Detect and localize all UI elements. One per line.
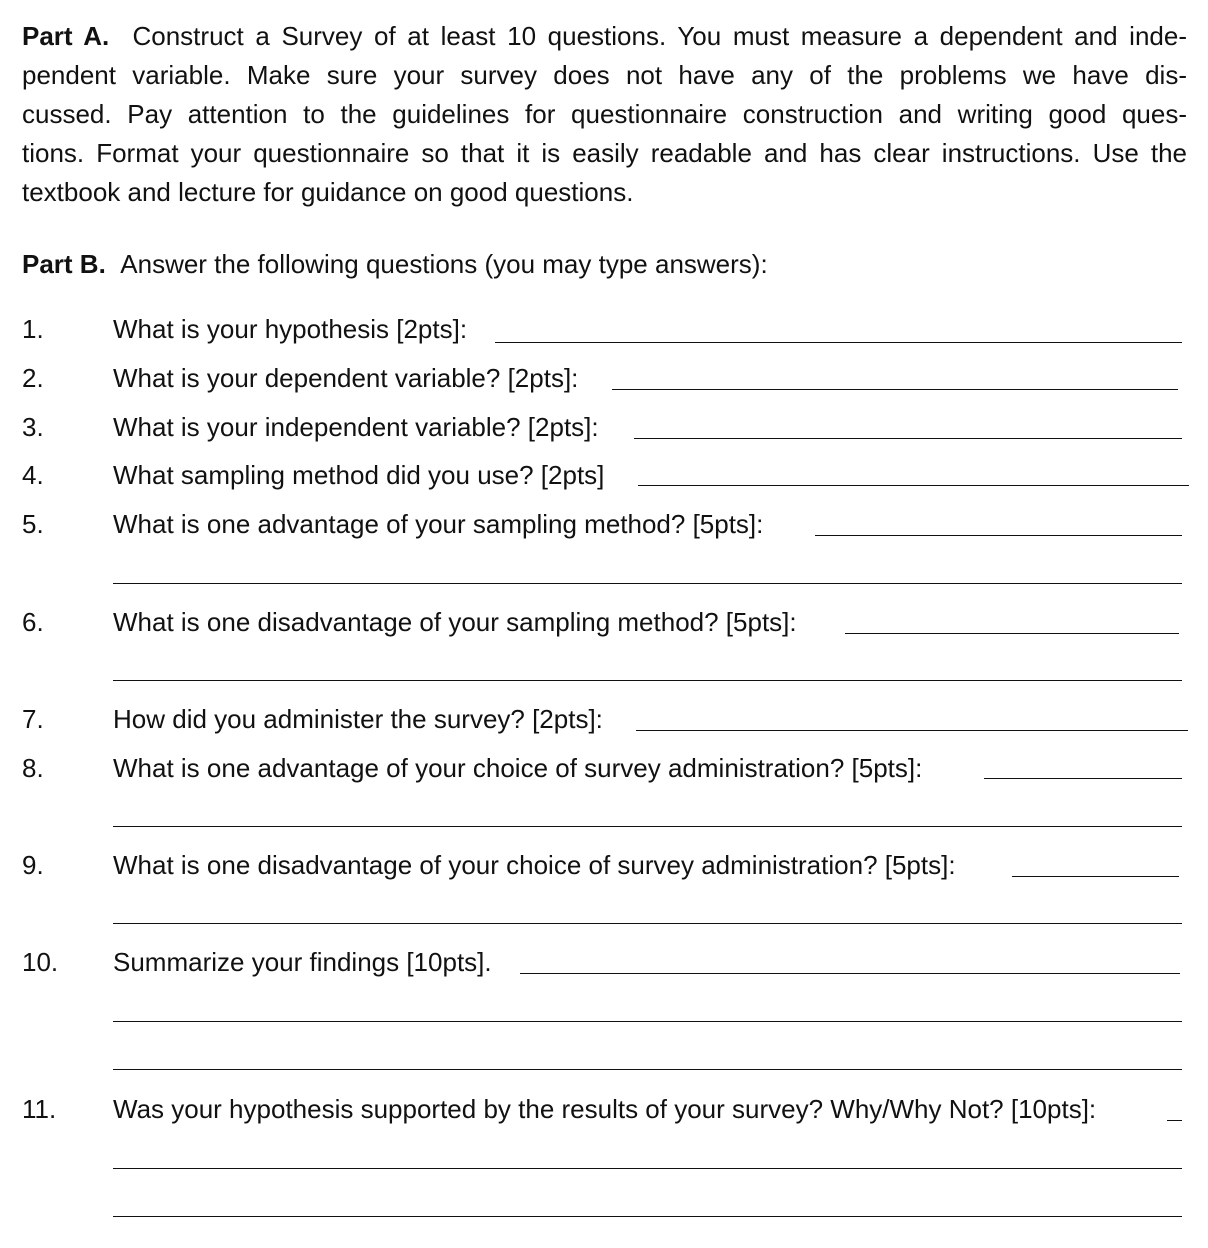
question-text: What is one disadvantage of your choice of survey administration? [5pts]: bbox=[113, 850, 956, 880]
answer-line-5b[interactable] bbox=[113, 583, 1182, 584]
question-text: What is your independent variable? [2pts]: bbox=[113, 412, 599, 442]
question-text: What is one disadvantage of your sampling method? [5pts]: bbox=[113, 607, 797, 637]
answer-line-5a[interactable] bbox=[815, 535, 1182, 536]
question-text: Was your hypothesis supported by the results of your survey? Why/Why Not? [10pts]: bbox=[113, 1094, 1097, 1124]
answer-line-11b[interactable] bbox=[113, 1168, 1182, 1169]
answer-line-3[interactable] bbox=[634, 438, 1182, 439]
question-number: 11. bbox=[22, 1094, 57, 1124]
question-text: What is your hypothesis [2pts]: bbox=[113, 314, 468, 344]
answer-line-9b[interactable] bbox=[113, 923, 1182, 924]
answer-line-11c[interactable] bbox=[113, 1216, 1182, 1217]
question-number: 7. bbox=[22, 704, 44, 734]
question-4 bbox=[0, 456, 1208, 495]
part-a-line-3: cussed. Pay attention to the guidelines for questionnaire construction and writing good ques- bbox=[22, 99, 1187, 129]
part-a-line-2: pendent variable. Make sure your survey does not have any of the problems we have dis- bbox=[22, 60, 1187, 90]
part-b-label: Part B. bbox=[22, 249, 106, 279]
question-number: 4. bbox=[22, 460, 44, 490]
answer-line-7[interactable] bbox=[636, 730, 1188, 731]
part-a-line-5: textbook and lecture for guidance on good questions. bbox=[22, 177, 634, 207]
question-number: 10. bbox=[22, 947, 59, 977]
question-number: 3. bbox=[22, 412, 44, 442]
question-8 bbox=[0, 749, 1208, 788]
question-number: 9. bbox=[22, 850, 44, 880]
answer-line-11a[interactable] bbox=[1167, 1120, 1182, 1121]
part-b-heading bbox=[22, 245, 768, 284]
question-9 bbox=[0, 846, 1208, 885]
answer-line-6b[interactable] bbox=[113, 680, 1182, 681]
question-text: What is your dependent variable? [2pts]: bbox=[113, 363, 579, 393]
part-b-instruction: Answer the following questions (you may type answers): bbox=[120, 249, 768, 279]
part-a-label: Part A. bbox=[22, 21, 110, 51]
question-6 bbox=[0, 603, 1208, 642]
answer-line-8b[interactable] bbox=[113, 826, 1182, 827]
question-number: 8. bbox=[22, 753, 44, 783]
question-number: 2. bbox=[22, 363, 44, 393]
answer-line-10c[interactable] bbox=[113, 1069, 1182, 1070]
question-text: What is one advantage of your choice of survey administration? [5pts]: bbox=[113, 753, 923, 783]
part-a-text-1: Construct a Survey of at least 10 questions. You must measure a dependent and inde- bbox=[132, 21, 1187, 51]
answer-line-9a[interactable] bbox=[1012, 876, 1179, 877]
answer-line-4[interactable] bbox=[638, 485, 1189, 486]
question-11 bbox=[0, 1090, 1208, 1129]
question-5 bbox=[0, 505, 1208, 544]
answer-line-2[interactable] bbox=[612, 389, 1178, 390]
answer-line-8a[interactable] bbox=[984, 778, 1182, 779]
question-text: Summarize your findings [10pts]. bbox=[113, 947, 492, 977]
question-number: 5. bbox=[22, 509, 44, 539]
question-text: What is one advantage of your sampling method? [5pts]: bbox=[113, 509, 764, 539]
answer-line-6a[interactable] bbox=[845, 633, 1179, 634]
answer-line-1[interactable] bbox=[495, 342, 1182, 343]
question-7 bbox=[0, 700, 1208, 739]
question-text: What sampling method did you use? [2pts] bbox=[113, 460, 605, 490]
question-1 bbox=[0, 310, 1208, 349]
question-10 bbox=[0, 943, 1208, 982]
question-text: How did you administer the survey? [2pts]: bbox=[113, 704, 603, 734]
answer-line-10b[interactable] bbox=[113, 1021, 1182, 1022]
question-number: 1. bbox=[22, 314, 44, 344]
question-number: 6. bbox=[22, 607, 44, 637]
part-a-line-1 bbox=[22, 17, 1187, 56]
part-a-line-4: tions. Format your questionnaire so that it is easily readable and has clear instructions. Use the bbox=[22, 138, 1187, 168]
part-a-paragraph bbox=[22, 17, 1187, 212]
question-2 bbox=[0, 359, 1208, 398]
question-3 bbox=[0, 408, 1208, 447]
answer-line-10a[interactable] bbox=[520, 973, 1180, 974]
